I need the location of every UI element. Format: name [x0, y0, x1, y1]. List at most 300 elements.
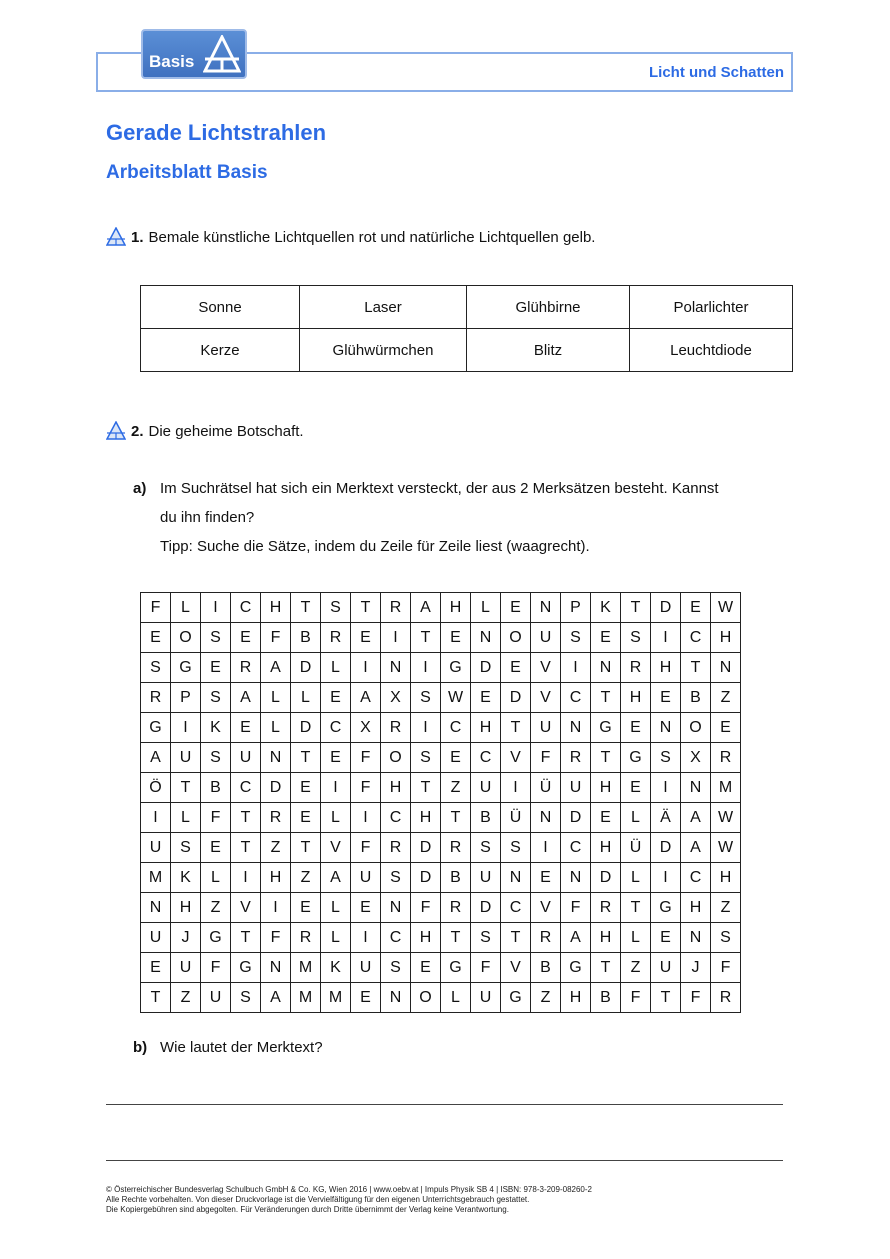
grid-letter[interactable]: T [231, 833, 261, 863]
grid-letter[interactable]: E [591, 803, 621, 833]
grid-letter[interactable]: H [441, 593, 471, 623]
grid-letter[interactable]: R [561, 743, 591, 773]
grid-letter[interactable]: V [501, 743, 531, 773]
grid-letter[interactable]: E [231, 623, 261, 653]
grid-letter[interactable]: Z [531, 983, 561, 1013]
grid-letter[interactable]: T [591, 743, 621, 773]
grid-letter[interactable]: E [651, 923, 681, 953]
grid-letter[interactable]: N [561, 863, 591, 893]
grid-letter[interactable]: N [381, 983, 411, 1013]
grid-letter[interactable]: L [321, 653, 351, 683]
grid-letter[interactable]: K [201, 713, 231, 743]
grid-letter[interactable]: U [471, 773, 501, 803]
grid-letter[interactable]: T [621, 593, 651, 623]
grid-letter[interactable]: T [411, 623, 441, 653]
grid-letter[interactable]: E [291, 803, 321, 833]
grid-letter[interactable]: F [351, 833, 381, 863]
grid-letter[interactable]: K [171, 863, 201, 893]
grid-letter[interactable]: L [321, 803, 351, 833]
grid-letter[interactable]: C [681, 623, 711, 653]
grid-letter[interactable]: S [501, 833, 531, 863]
grid-letter[interactable]: B [681, 683, 711, 713]
grid-letter[interactable]: N [681, 923, 711, 953]
grid-letter[interactable]: S [201, 623, 231, 653]
grid-letter[interactable]: S [201, 743, 231, 773]
grid-letter[interactable]: J [171, 923, 201, 953]
grid-letter[interactable]: I [531, 833, 561, 863]
grid-letter[interactable]: Ü [621, 833, 651, 863]
grid-letter[interactable]: E [501, 653, 531, 683]
grid-row [141, 743, 741, 773]
page-title: Gerade Lichtstrahlen [106, 120, 327, 145]
grid-letter[interactable]: V [501, 953, 531, 983]
grid-letter[interactable]: A [681, 803, 711, 833]
grid-letter[interactable]: G [501, 983, 531, 1013]
grid-letter[interactable]: E [441, 743, 471, 773]
grid-letter[interactable]: N [261, 953, 291, 983]
grid-letter[interactable]: S [381, 953, 411, 983]
grid-letter[interactable]: U [231, 743, 261, 773]
grid-letter[interactable]: D [291, 653, 321, 683]
grid-letter[interactable]: E [141, 623, 171, 653]
grid-letter[interactable]: T [411, 773, 441, 803]
grid-letter[interactable]: G [201, 923, 231, 953]
grid-letter[interactable]: C [501, 893, 531, 923]
grid-letter[interactable]: T [171, 773, 201, 803]
grid-letter[interactable]: E [501, 593, 531, 623]
grid-letter[interactable]: N [531, 803, 561, 833]
grid-letter[interactable]: U [351, 863, 381, 893]
grid-letter[interactable]: E [681, 593, 711, 623]
grid-letter[interactable]: U [561, 773, 591, 803]
grid-letter[interactable]: L [201, 863, 231, 893]
grid-letter[interactable]: H [261, 593, 291, 623]
grid-letter[interactable]: G [171, 653, 201, 683]
grid-letter[interactable]: L [621, 923, 651, 953]
grid-letter[interactable]: Z [201, 893, 231, 923]
grid-letter[interactable]: T [591, 953, 621, 983]
grid-letter[interactable]: B [291, 623, 321, 653]
grid-letter[interactable]: L [621, 803, 651, 833]
grid-letter[interactable]: E [441, 623, 471, 653]
grid-letter[interactable]: Ö [141, 773, 171, 803]
grid-letter[interactable]: F [201, 953, 231, 983]
grid-letter[interactable]: H [561, 983, 591, 1013]
grid-letter[interactable]: R [621, 653, 651, 683]
grid-letter[interactable]: T [441, 923, 471, 953]
grid-letter[interactable]: T [351, 593, 381, 623]
grid-letter[interactable]: Z [441, 773, 471, 803]
grid-letter[interactable]: W [711, 593, 741, 623]
grid-letter[interactable]: E [201, 833, 231, 863]
grid-letter[interactable]: N [531, 593, 561, 623]
grid-letter[interactable]: L [471, 593, 501, 623]
grid-letter[interactable]: E [651, 683, 681, 713]
grid-letter[interactable]: Z [261, 833, 291, 863]
grid-letter[interactable]: L [261, 683, 291, 713]
grid-letter[interactable]: H [171, 893, 201, 923]
grid-letter[interactable]: S [471, 833, 501, 863]
grid-letter[interactable]: G [441, 953, 471, 983]
grid-letter[interactable]: C [321, 713, 351, 743]
grid-letter[interactable]: U [531, 713, 561, 743]
grid-row [141, 923, 741, 953]
grid-letter[interactable]: F [201, 803, 231, 833]
grid-letter[interactable]: T [291, 743, 321, 773]
grid-letter[interactable]: Z [621, 953, 651, 983]
grid-letter[interactable]: O [681, 713, 711, 743]
grid-letter[interactable]: S [201, 683, 231, 713]
grid-letter[interactable]: R [711, 743, 741, 773]
grid-letter[interactable]: E [201, 653, 231, 683]
grid-letter[interactable]: M [711, 773, 741, 803]
grid-letter[interactable]: N [651, 713, 681, 743]
grid-letter[interactable]: G [231, 953, 261, 983]
grid-letter[interactable]: A [561, 923, 591, 953]
grid-letter[interactable]: R [261, 803, 291, 833]
grid-letter[interactable]: H [591, 833, 621, 863]
grid-letter[interactable]: L [441, 983, 471, 1013]
grid-letter[interactable]: W [711, 803, 741, 833]
grid-letter[interactable]: D [501, 683, 531, 713]
grid-letter[interactable]: N [501, 863, 531, 893]
grid-letter[interactable]: F [351, 743, 381, 773]
grid-letter[interactable]: G [561, 953, 591, 983]
grid-letter[interactable]: B [471, 803, 501, 833]
grid-letter[interactable]: E [351, 893, 381, 923]
grid-letter[interactable]: O [411, 983, 441, 1013]
grid-letter[interactable]: U [141, 923, 171, 953]
grid-letter[interactable]: N [711, 653, 741, 683]
table-cell[interactable]: Leuchtdiode [630, 329, 793, 372]
grid-letter[interactable]: S [411, 683, 441, 713]
grid-letter[interactable]: T [501, 713, 531, 743]
grid-letter[interactable]: B [591, 983, 621, 1013]
grid-letter[interactable]: G [651, 893, 681, 923]
grid-letter[interactable]: O [501, 623, 531, 653]
grid-letter[interactable]: D [261, 773, 291, 803]
grid-letter[interactable]: C [471, 743, 501, 773]
grid-letter[interactable]: X [351, 713, 381, 743]
grid-letter[interactable]: U [351, 953, 381, 983]
grid-letter[interactable]: R [231, 653, 261, 683]
grid-letter[interactable]: I [201, 593, 231, 623]
grid-letter[interactable]: C [381, 803, 411, 833]
grid-letter[interactable]: R [591, 893, 621, 923]
grid-letter[interactable]: T [591, 683, 621, 713]
grid-letter[interactable]: W [711, 833, 741, 863]
task-2-text: Die geheime Botschaft. [148, 422, 304, 440]
grid-letter[interactable]: F [531, 743, 561, 773]
grid-letter[interactable]: D [471, 653, 501, 683]
grid-letter[interactable]: O [381, 743, 411, 773]
grid-letter[interactable]: A [261, 983, 291, 1013]
grid-letter[interactable]: M [291, 953, 321, 983]
grid-letter[interactable]: V [321, 833, 351, 863]
grid-letter[interactable]: A [141, 743, 171, 773]
grid-letter[interactable]: T [681, 653, 711, 683]
answer-line[interactable] [106, 1160, 783, 1161]
grid-letter[interactable]: E [471, 683, 501, 713]
grid-letter[interactable]: R [381, 833, 411, 863]
grid-letter[interactable]: I [351, 653, 381, 683]
grid-letter[interactable]: D [411, 863, 441, 893]
grid-letter[interactable]: N [261, 743, 291, 773]
grid-letter[interactable]: R [381, 713, 411, 743]
grid-letter[interactable]: R [441, 833, 471, 863]
grid-letter[interactable]: C [381, 923, 411, 953]
grid-letter[interactable]: R [711, 983, 741, 1013]
grid-letter[interactable]: H [681, 893, 711, 923]
grid-letter[interactable]: L [321, 893, 351, 923]
grid-letter[interactable]: F [411, 893, 441, 923]
grid-letter[interactable]: L [171, 593, 201, 623]
table-cell[interactable]: Kerze [141, 329, 300, 372]
grid-letter[interactable]: F [261, 923, 291, 953]
grid-letter[interactable]: J [681, 953, 711, 983]
grid-letter[interactable]: R [321, 623, 351, 653]
grid-letter[interactable]: H [381, 773, 411, 803]
grid-letter[interactable]: L [261, 713, 291, 743]
grid-letter[interactable]: N [471, 623, 501, 653]
answer-line[interactable] [106, 1104, 783, 1105]
grid-letter[interactable]: U [531, 623, 561, 653]
grid-letter[interactable]: M [291, 983, 321, 1013]
grid-letter[interactable]: E [291, 893, 321, 923]
grid-row [141, 803, 741, 833]
grid-letter[interactable]: L [291, 683, 321, 713]
grid-letter[interactable]: I [141, 803, 171, 833]
grid-letter[interactable]: I [651, 863, 681, 893]
grid-letter[interactable]: K [591, 593, 621, 623]
grid-letter[interactable]: I [171, 713, 201, 743]
grid-letter[interactable]: I [651, 623, 681, 653]
grid-letter[interactable]: K [321, 953, 351, 983]
grid-letter[interactable]: F [351, 773, 381, 803]
grid-letter[interactable]: C [231, 593, 261, 623]
grid-letter[interactable]: H [591, 773, 621, 803]
grid-letter[interactable]: Ü [531, 773, 561, 803]
grid-row [141, 773, 741, 803]
grid-letter[interactable]: A [231, 683, 261, 713]
grid-letter[interactable]: F [471, 953, 501, 983]
grid-letter[interactable]: F [711, 953, 741, 983]
grid-letter[interactable]: R [441, 893, 471, 923]
grid-row [141, 683, 741, 713]
grid-letter[interactable]: C [231, 773, 261, 803]
grid-letter[interactable]: Z [171, 983, 201, 1013]
grid-letter[interactable]: E [231, 713, 261, 743]
grid-letter[interactable]: H [411, 923, 441, 953]
grid-letter[interactable]: V [531, 653, 561, 683]
grid-letter[interactable]: D [651, 833, 681, 863]
grid-letter[interactable]: R [291, 923, 321, 953]
grid-letter[interactable]: E [531, 863, 561, 893]
task-2b-text: Wie lautet der Merktext? [160, 1039, 323, 1056]
grid-letter[interactable]: S [141, 653, 171, 683]
grid-letter[interactable]: E [351, 983, 381, 1013]
grid-letter[interactable]: B [531, 953, 561, 983]
grid-letter[interactable]: E [321, 683, 351, 713]
grid-letter[interactable]: T [231, 923, 261, 953]
grid-letter[interactable]: S [561, 623, 591, 653]
table-cell[interactable]: Glühbirne [467, 286, 630, 329]
grid-letter[interactable]: F [261, 623, 291, 653]
grid-letter[interactable]: V [531, 893, 561, 923]
grid-letter[interactable]: S [411, 743, 441, 773]
grid-letter[interactable]: U [171, 743, 201, 773]
grid-letter[interactable]: Ü [501, 803, 531, 833]
grid-letter[interactable]: S [471, 923, 501, 953]
grid-letter[interactable]: E [351, 623, 381, 653]
grid-letter[interactable]: T [621, 893, 651, 923]
grid-letter[interactable]: N [591, 653, 621, 683]
grid-letter[interactable]: T [291, 833, 321, 863]
grid-letter[interactable]: I [501, 773, 531, 803]
grid-letter[interactable]: E [141, 953, 171, 983]
grid-letter[interactable]: S [621, 623, 651, 653]
grid-letter[interactable]: T [441, 803, 471, 833]
grid-letter[interactable]: U [471, 863, 501, 893]
grid-letter[interactable]: M [321, 983, 351, 1013]
grid-letter[interactable]: E [291, 773, 321, 803]
grid-letter[interactable]: U [471, 983, 501, 1013]
grid-letter[interactable]: D [291, 713, 321, 743]
grid-letter[interactable]: P [171, 683, 201, 713]
grid-letter[interactable]: I [561, 653, 591, 683]
grid-letter[interactable]: V [231, 893, 261, 923]
grid-letter[interactable]: B [441, 863, 471, 893]
grid-letter[interactable]: F [621, 983, 651, 1013]
grid-letter[interactable]: I [411, 713, 441, 743]
grid-letter[interactable]: N [681, 773, 711, 803]
grid-letter[interactable]: R [531, 923, 561, 953]
grid-letter[interactable]: T [651, 983, 681, 1013]
grid-letter[interactable]: T [501, 923, 531, 953]
grid-letter[interactable]: G [621, 743, 651, 773]
grid-letter[interactable]: C [561, 833, 591, 863]
grid-letter[interactable]: M [141, 863, 171, 893]
grid-letter[interactable]: S [321, 593, 351, 623]
grid-letter[interactable]: F [141, 593, 171, 623]
grid-letter[interactable]: T [291, 593, 321, 623]
grid-letter[interactable]: G [141, 713, 171, 743]
grid-letter[interactable]: D [651, 593, 681, 623]
grid-letter[interactable]: G [591, 713, 621, 743]
grid-letter[interactable]: I [381, 623, 411, 653]
grid-letter[interactable]: Ä [651, 803, 681, 833]
grid-letter[interactable]: F [561, 893, 591, 923]
grid-letter[interactable]: F [681, 983, 711, 1013]
grid-letter[interactable]: I [351, 923, 381, 953]
grid-letter[interactable]: N [381, 893, 411, 923]
grid-letter[interactable]: S [171, 833, 201, 863]
grid-letter[interactable]: Z [711, 683, 741, 713]
grid-letter[interactable]: T [231, 803, 261, 833]
triangle-logo-icon [203, 35, 241, 75]
grid-letter[interactable]: H [261, 863, 291, 893]
grid-letter[interactable]: H [711, 623, 741, 653]
grid-letter[interactable]: A [321, 863, 351, 893]
grid-letter[interactable]: H [411, 803, 441, 833]
grid-letter[interactable]: G [441, 653, 471, 683]
grid-letter[interactable]: E [621, 773, 651, 803]
grid-letter[interactable]: S [381, 863, 411, 893]
grid-letter[interactable]: L [621, 863, 651, 893]
grid-letter[interactable]: C [681, 863, 711, 893]
grid-letter[interactable]: H [711, 863, 741, 893]
grid-letter[interactable]: N [141, 893, 171, 923]
grid-letter[interactable]: H [651, 653, 681, 683]
table-cell[interactable]: Blitz [467, 329, 630, 372]
grid-letter[interactable]: V [531, 683, 561, 713]
table-cell[interactable]: Glühwürmchen [300, 329, 467, 372]
grid-letter[interactable]: L [171, 803, 201, 833]
grid-letter[interactable]: W [441, 683, 471, 713]
grid-letter[interactable]: P [561, 593, 591, 623]
grid-letter[interactable]: H [591, 923, 621, 953]
grid-letter[interactable]: Z [291, 863, 321, 893]
grid-letter[interactable]: U [651, 953, 681, 983]
grid-letter[interactable]: D [471, 893, 501, 923]
grid-letter[interactable]: E [711, 713, 741, 743]
grid-letter[interactable]: I [351, 803, 381, 833]
grid-letter[interactable]: E [591, 623, 621, 653]
grid-letter[interactable]: A [261, 653, 291, 683]
grid-letter[interactable]: D [561, 803, 591, 833]
grid-letter[interactable]: H [621, 683, 651, 713]
grid-letter[interactable]: A [411, 593, 441, 623]
grid-letter[interactable]: A [681, 833, 711, 863]
grid-letter[interactable]: I [651, 773, 681, 803]
grid-letter[interactable]: S [231, 983, 261, 1013]
grid-letter[interactable]: O [171, 623, 201, 653]
grid-row [141, 833, 741, 863]
grid-letter[interactable]: N [561, 713, 591, 743]
grid-letter[interactable]: S [651, 743, 681, 773]
grid-letter[interactable]: C [561, 683, 591, 713]
grid-letter[interactable]: U [171, 953, 201, 983]
grid-letter[interactable]: I [261, 893, 291, 923]
table-cell[interactable]: Polarlichter [630, 286, 793, 329]
grid-letter[interactable]: E [321, 743, 351, 773]
grid-letter[interactable]: X [381, 683, 411, 713]
grid-letter[interactable]: U [141, 833, 171, 863]
grid-letter[interactable]: I [411, 653, 441, 683]
grid-letter[interactable]: I [321, 773, 351, 803]
grid-letter[interactable]: T [141, 983, 171, 1013]
grid-letter[interactable]: R [141, 683, 171, 713]
grid-letter[interactable]: N [381, 653, 411, 683]
grid-letter[interactable]: D [411, 833, 441, 863]
grid-letter[interactable]: X [681, 743, 711, 773]
grid-letter[interactable]: C [441, 713, 471, 743]
table-cell[interactable]: Sonne [141, 286, 300, 329]
grid-letter[interactable]: L [321, 923, 351, 953]
grid-letter[interactable]: A [351, 683, 381, 713]
grid-letter[interactable]: D [591, 863, 621, 893]
grid-letter[interactable]: S [711, 923, 741, 953]
grid-letter[interactable]: R [381, 593, 411, 623]
grid-letter[interactable]: H [471, 713, 501, 743]
grid-letter[interactable]: E [411, 953, 441, 983]
grid-letter[interactable]: E [621, 713, 651, 743]
grid-letter[interactable]: B [201, 773, 231, 803]
grid-letter[interactable]: U [201, 983, 231, 1013]
table-cell[interactable]: Laser [300, 286, 467, 329]
grid-letter[interactable]: I [231, 863, 261, 893]
grid-letter[interactable]: Z [711, 893, 741, 923]
